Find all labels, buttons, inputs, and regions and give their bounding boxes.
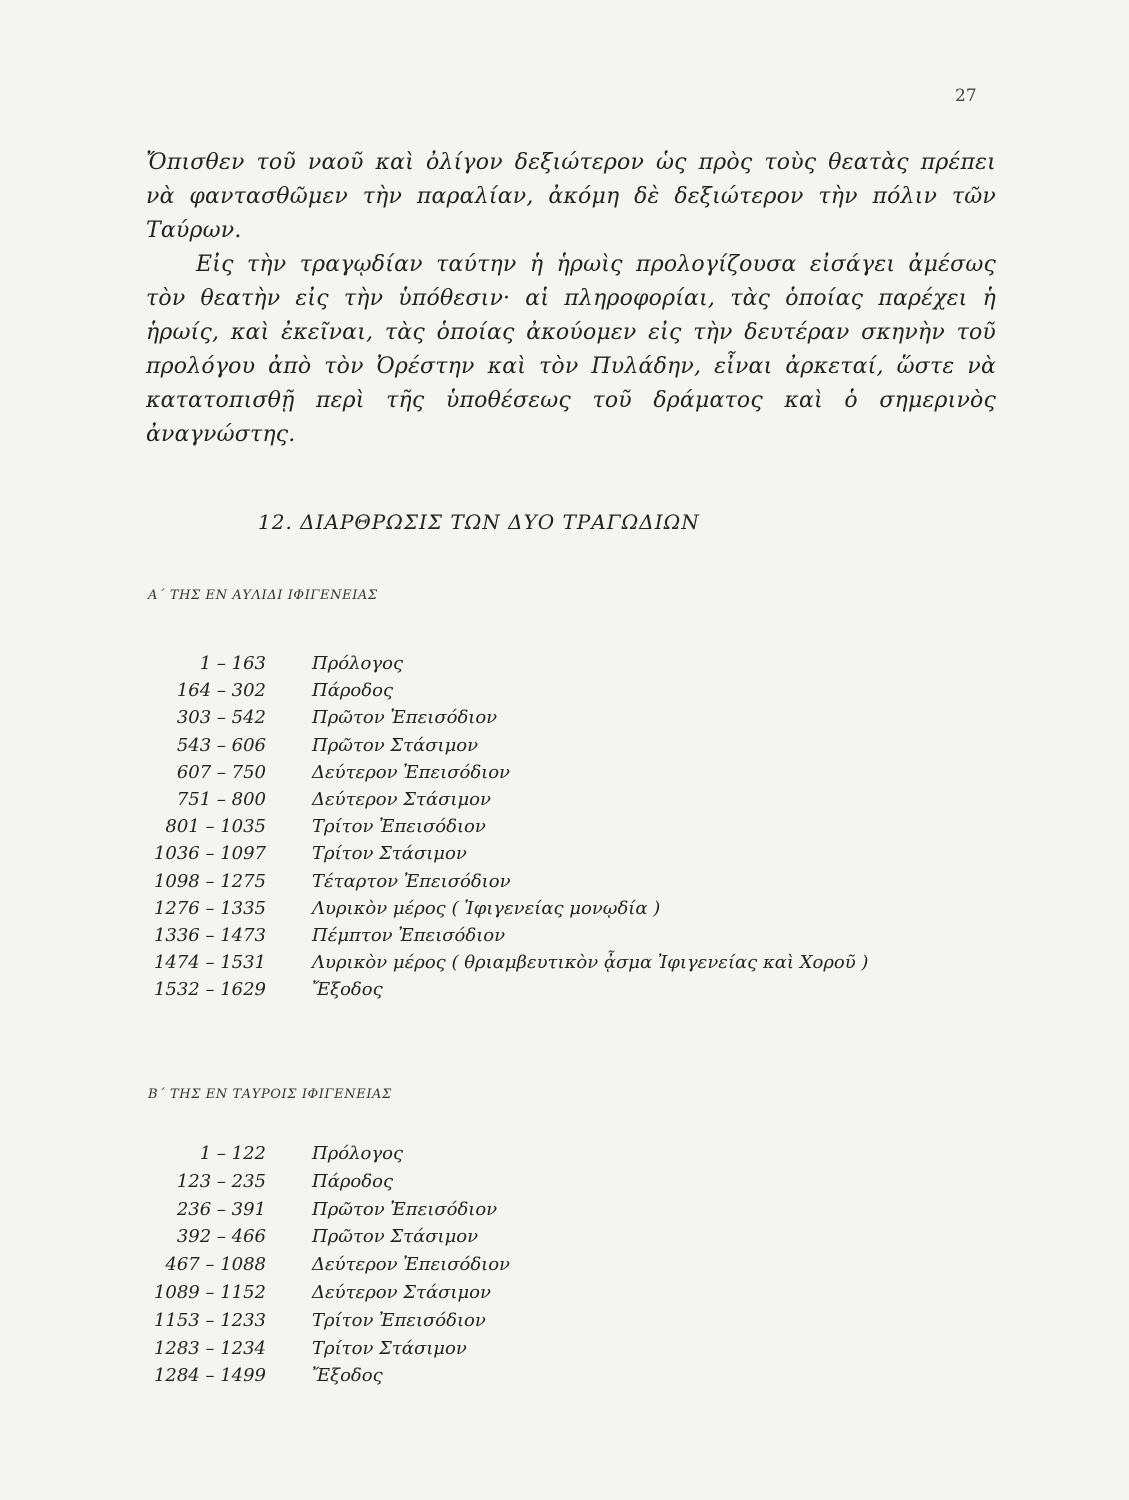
part-name: Δεύτερον Ἐπεισόδιον (312, 761, 510, 783)
list-item (140, 1279, 510, 1307)
line-range: 1474 – 1531 (153, 952, 266, 974)
line-range: 1 – 122 (199, 1143, 266, 1164)
line-range: 467 – 1088 (165, 1254, 266, 1276)
list-item (140, 732, 868, 759)
list-item (140, 1335, 510, 1363)
part-name: Πρῶτον Ἐπεισόδιον (312, 707, 498, 729)
part-name: Πρόλογος (312, 1143, 404, 1164)
list-item (140, 840, 868, 867)
part-name: Πρῶτον Στάσιμον (312, 1226, 479, 1248)
part-name: Δεύτερον Στάσιμον (312, 1281, 491, 1303)
part-name: Πρόλογος (312, 653, 404, 674)
line-range: 392 – 466 (176, 1226, 266, 1248)
line-range: 543 – 606 (176, 734, 266, 756)
intro-text (146, 146, 996, 452)
line-range: 236 – 391 (176, 1198, 266, 1220)
part-name: Πρῶτον Ἐπεισόδιον (312, 1198, 498, 1220)
list-item (140, 759, 868, 786)
list-item (140, 1196, 510, 1224)
part-name: Πάροδος (312, 680, 394, 702)
list-item (140, 976, 868, 1003)
intro-paragraph-1: Ὄπισθεν τοῦ ναοῦ καὶ ὀλίγον δεξιώτερον ὡς πρὸς τοὺς θεατὰς πρέπει νὰ φαντασθῶμεν τὴν παραλίαν, ἀκόμη δὲ δεξιώτερον τὴν πόλιν τῶν Ταύρων. (146, 150, 996, 243)
list-item (140, 1140, 510, 1168)
aulis-structure-list (140, 650, 868, 1003)
tauris-heading: Β΄ ΤΗΣ ΕΝ ΤΑΥΡΟΙΣ ΙΦΙΓΕΝΕΙΑΣ (148, 1087, 392, 1102)
part-name: Πάροδος (312, 1170, 394, 1192)
line-range: 1336 – 1473 (153, 924, 266, 946)
part-name: Δεύτερον Ἐπεισόδιον (312, 1254, 510, 1276)
list-item (140, 677, 868, 704)
line-range: 303 – 542 (176, 707, 266, 729)
part-name: Ἔξοδος (312, 1365, 383, 1387)
part-name: Πρῶτον Στάσιμον (312, 734, 479, 756)
part-name: Ἔξοδος (312, 979, 383, 1001)
line-range: 1532 – 1629 (153, 979, 266, 1001)
intro-paragraph-2: Εἰς τὴν τραγῳδίαν ταύτην ἡ ἡρωὶς προλογίζουσα εἰσάγει ἀμέσως τὸν θεατὴν εἰς τὴν ὑπόθεσιν· αἱ πληροφορίαι, τὰς ὁποίας παρέχει ἡ ἡρωίς, καὶ ἐκεῖναι, τὰς ὁποίας ἀκούομεν εἰς τὴν δευτέραν σκηνὴν τοῦ προλόγου ἀπὸ τὸν Ὀρέστην καὶ τὸν Πυλάδην, εἶναι ἀρκεταί, ὥστε νὰ κατατοπισθῇ περὶ τῆς ὑποθέσεως τοῦ δράματος καὶ ὁ σημερινὸς ἀναγνώστης. (146, 252, 996, 447)
aulis-heading: Α΄ ΤΗΣ ΕΝ ΑΥΛΙΔΙ ΙΦΙΓΕΝΕΙΑΣ (148, 588, 378, 603)
list-item (140, 1223, 510, 1251)
part-name: Λυρικὸν μέρος ( θριαμβευτικὸν ᾆσμα Ἰφιγενείας καὶ Χοροῦ ) (312, 952, 869, 974)
list-item (140, 949, 868, 976)
line-range: 1283 – 1234 (153, 1337, 266, 1359)
part-name: Λυρικὸν μέρος ( Ἰφιγενείας μονῳδία ) (312, 897, 661, 919)
line-range: 123 – 235 (176, 1170, 266, 1192)
page-number: 27 (955, 86, 977, 106)
part-name: Πέμπτον Ἐπεισόδιον (312, 924, 506, 946)
list-item (140, 650, 868, 677)
part-name: Τρίτον Στάσιμον (312, 843, 467, 865)
list-item (140, 1307, 510, 1335)
part-name: Δεύτερον Στάσιμον (312, 788, 491, 810)
list-item (140, 1362, 510, 1390)
part-name: Τρίτον Ἐπεισόδιον (312, 1309, 486, 1331)
list-item (140, 1168, 510, 1196)
list-item (140, 895, 868, 922)
part-name: Τρίτον Στάσιμον (312, 1337, 467, 1359)
line-range: 1276 – 1335 (153, 897, 266, 919)
line-range: 1036 – 1097 (153, 843, 266, 865)
line-range: 751 – 800 (176, 788, 266, 810)
line-range: 1089 – 1152 (153, 1281, 266, 1303)
list-item (140, 1251, 510, 1279)
tauris-structure-list (140, 1140, 510, 1390)
list-item (140, 704, 868, 731)
list-item (140, 922, 868, 949)
section-title: 12. ΔΙΑΡΘΡΩΣΙΣ ΤΩΝ ΔΥΟ ΤΡΑΓΩΔΙΩΝ (258, 510, 700, 534)
list-item (140, 813, 868, 840)
line-range: 1153 – 1233 (153, 1309, 266, 1331)
line-range: 607 – 750 (176, 761, 266, 783)
line-range: 164 – 302 (176, 680, 266, 702)
line-range: 1 – 163 (199, 653, 266, 674)
part-name: Τέταρτον Ἐπεισόδιον (312, 870, 511, 892)
line-range: 1284 – 1499 (153, 1365, 266, 1387)
line-range: 801 – 1035 (165, 816, 266, 838)
list-item (140, 868, 868, 895)
list-item (140, 786, 868, 813)
part-name: Τρίτον Ἐπεισόδιον (312, 816, 486, 838)
line-range: 1098 – 1275 (153, 870, 266, 892)
